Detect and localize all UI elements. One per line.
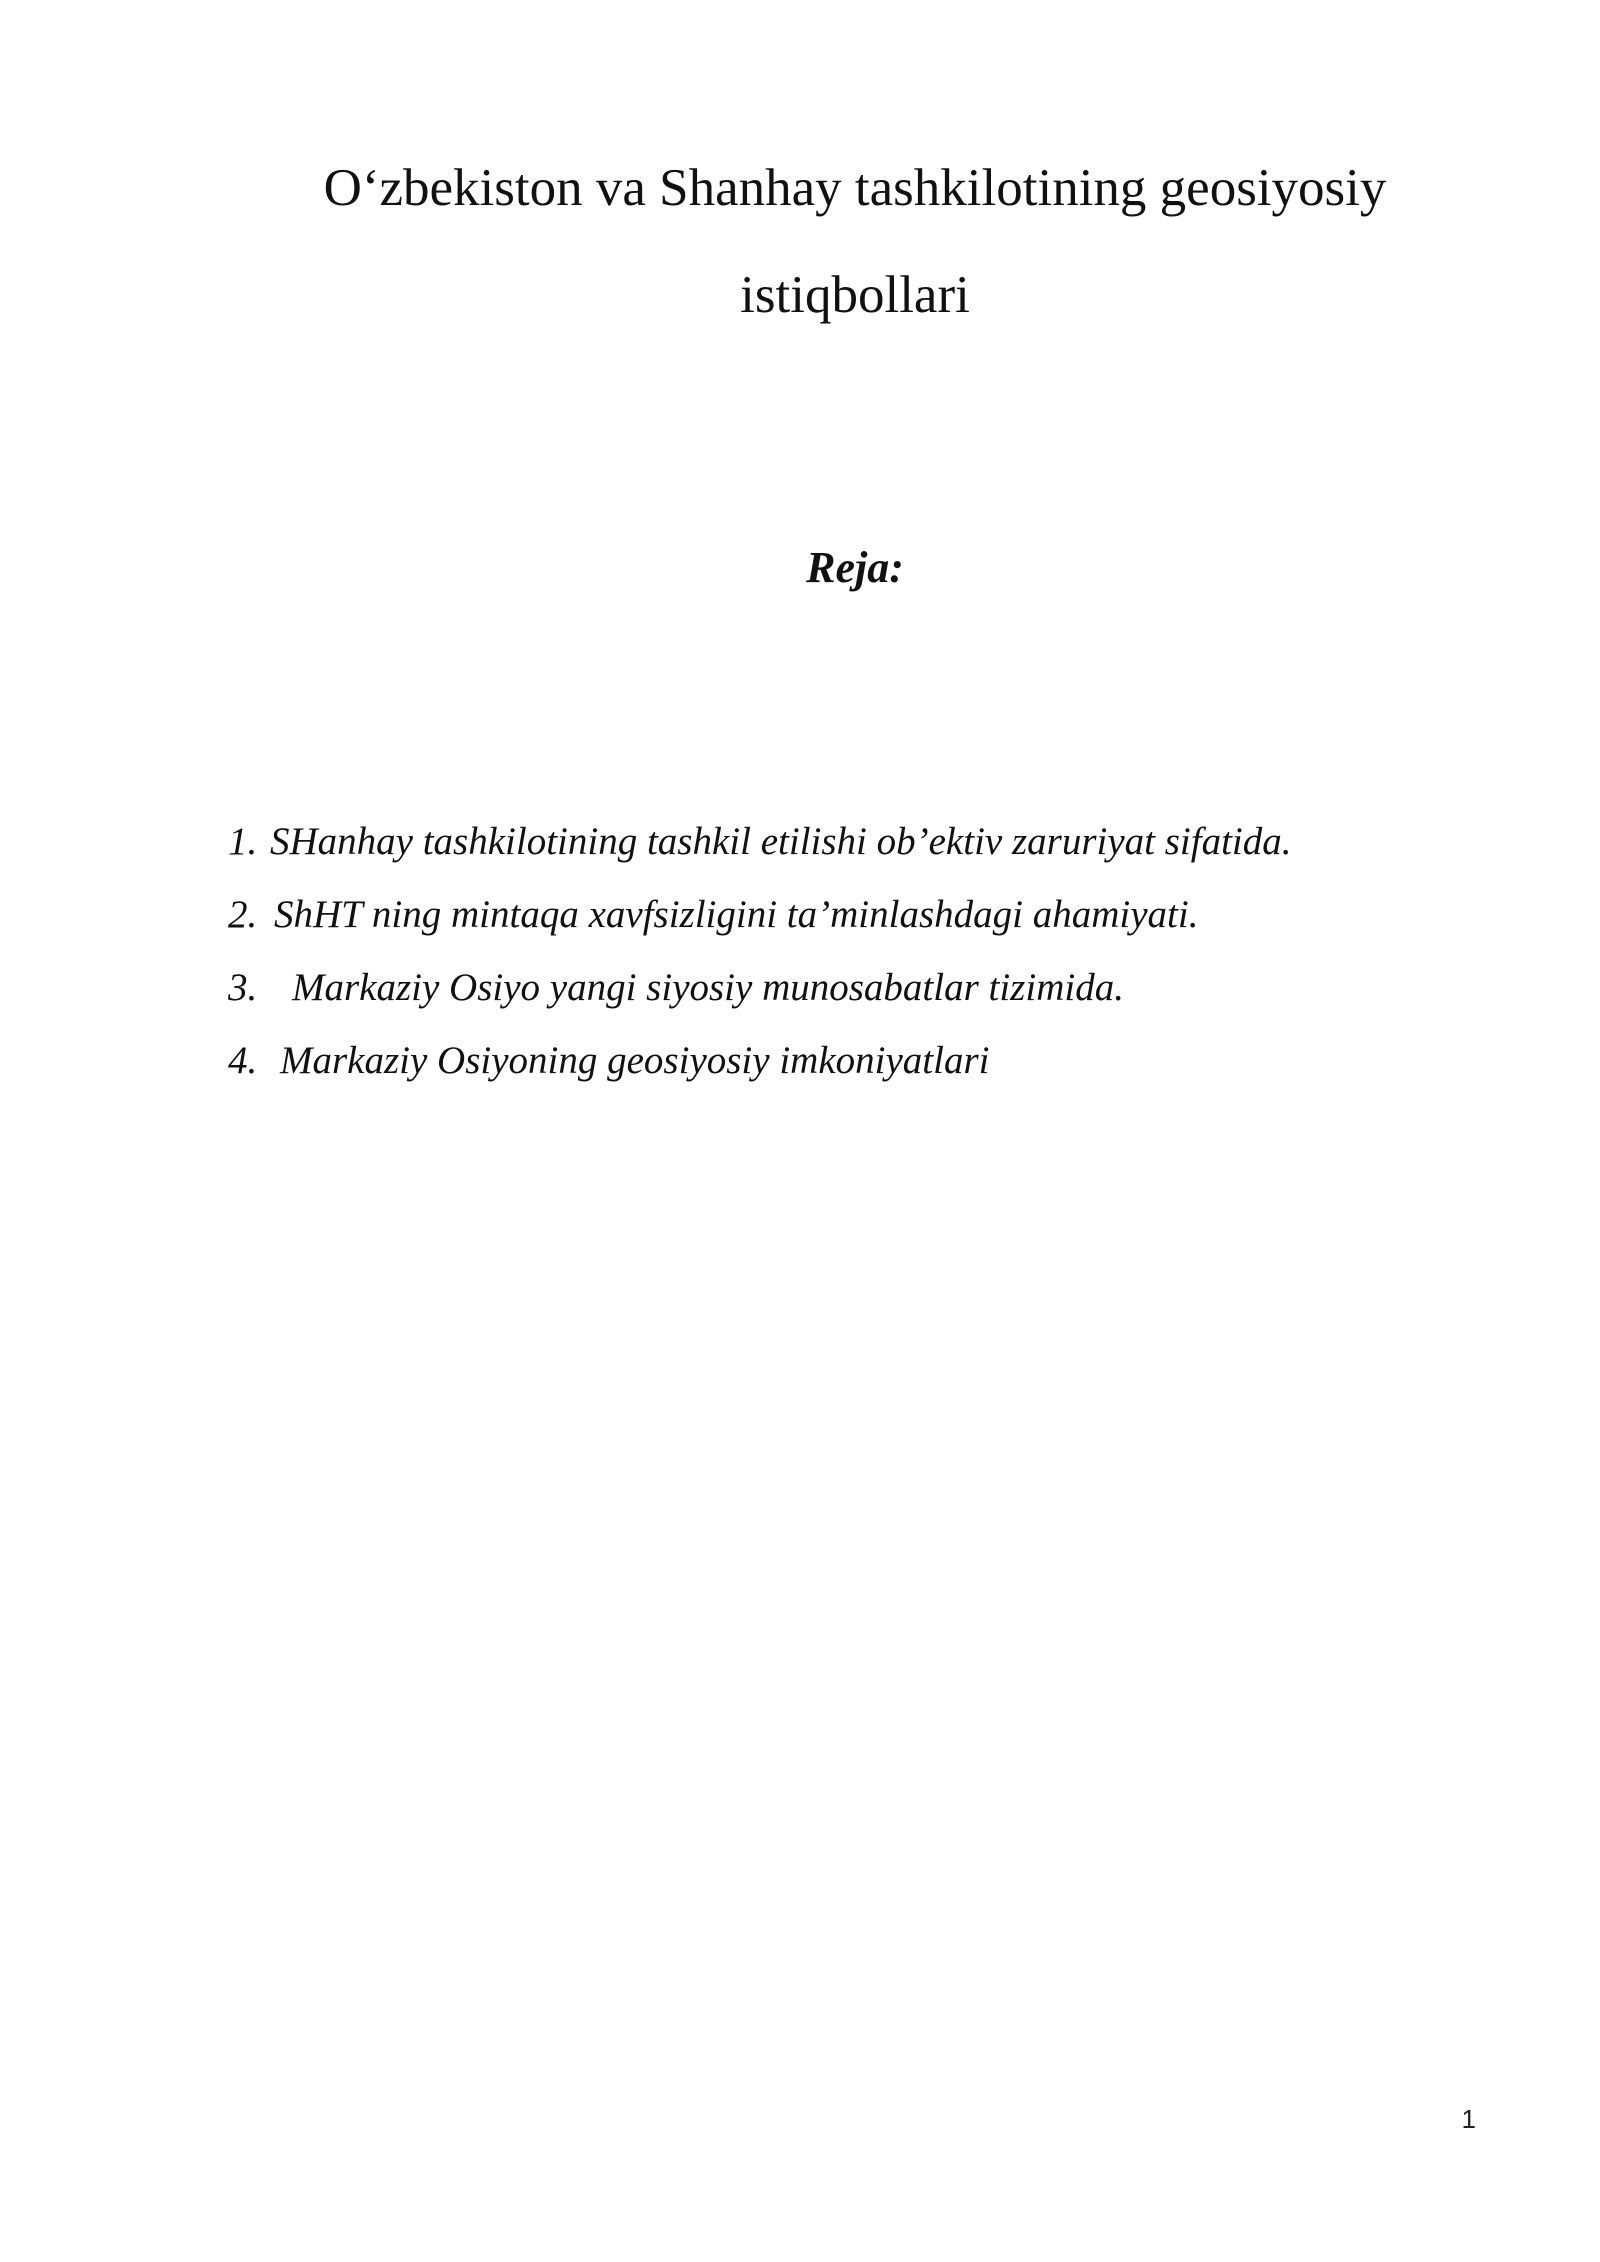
document-title-line-1: O‘zbekiston va Shanhay tashkilotining geosiyosiy	[323, 159, 1387, 217]
plan-item-number: 4.	[228, 1039, 258, 1082]
plan-item-number: 1.	[228, 820, 258, 863]
page-number: 1	[1461, 2104, 1476, 2134]
plan-item	[228, 951, 1478, 1024]
plan-item-text: Markaziy Osiyoning geosiyosiy imkoniyatlari	[280, 1039, 990, 1082]
plan-item-text: ShHT ning mintaqa xavfsizligini ta’minlashdagi ahamiyati.	[274, 893, 1199, 936]
plan-item-text: Markaziy Osiyo yangi siyosiy munosabatlar tizimida.	[292, 966, 1124, 1009]
plan-item	[228, 1024, 1478, 1097]
plan-item	[228, 878, 1478, 951]
plan-item-text: SHanhay tashkilotining tashkil etilishi ob’ektiv zaruriyat sifatida.	[270, 820, 1292, 863]
plan-heading: Reja:	[806, 543, 904, 592]
plan-item-number: 2.	[228, 893, 258, 936]
plan-list	[228, 805, 1478, 1097]
document-title-line-2: istiqbollari	[740, 266, 970, 324]
plan-item	[228, 805, 1478, 878]
plan-item-number: 3.	[228, 966, 258, 1009]
